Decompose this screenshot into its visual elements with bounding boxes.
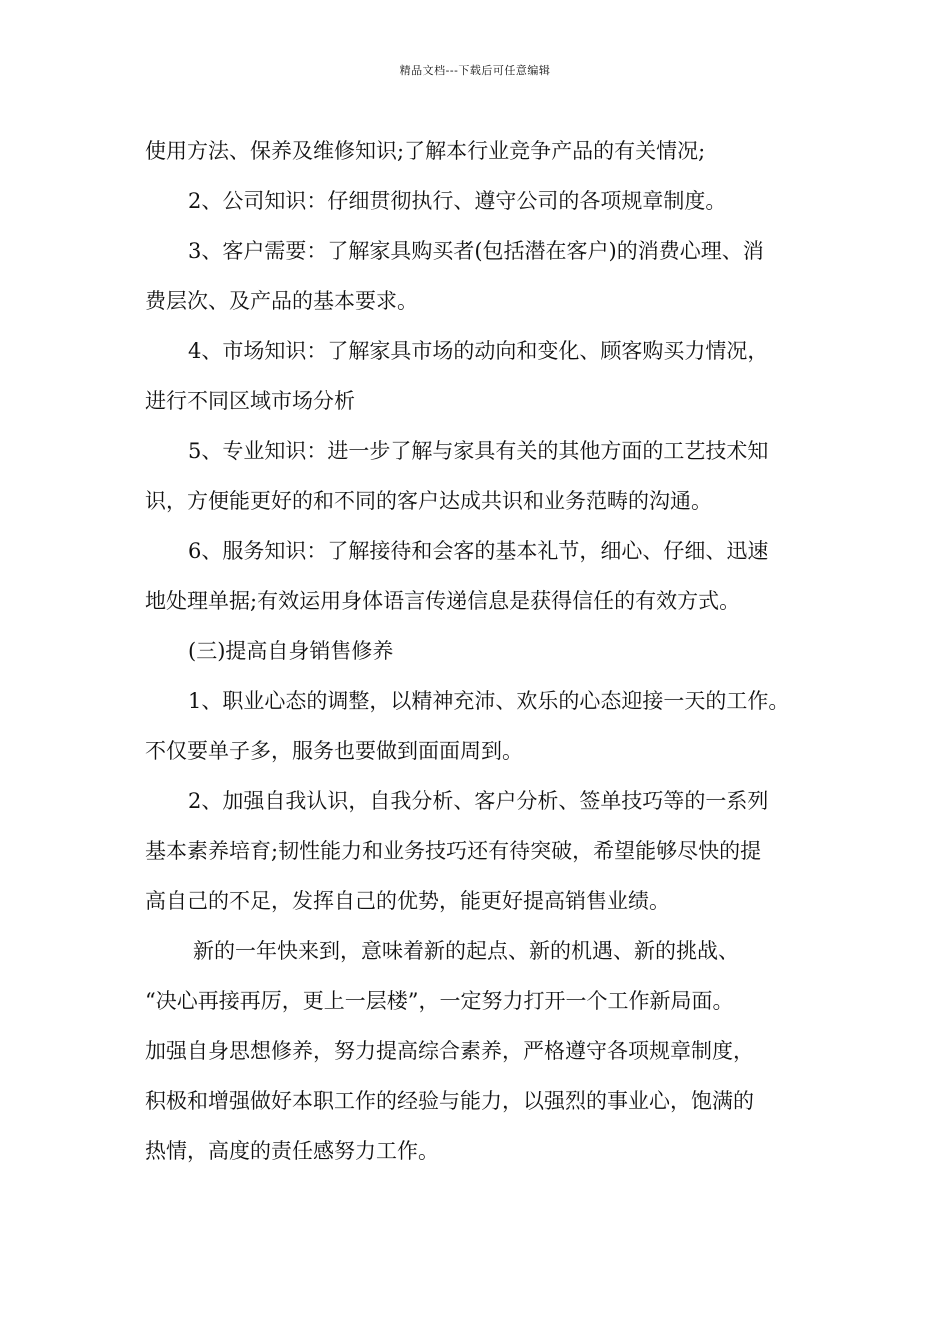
paragraph-line: 加强自身思想修养，努力提高综合素养，严格遵守各项规章制度，: [145, 1039, 754, 1063]
paragraph-line: 不仅要单子多，服务也要做到面面周到。: [145, 739, 523, 763]
paragraph-line: 使用方法、保养及维修知识;了解本行业竞争产品的有关情况;: [145, 139, 706, 163]
paragraph-line: 4、市场知识：了解家具市场的动向和变化、顾客购买力情况，: [188, 339, 769, 363]
paragraph-line: 5、专业知识：进一步了解与家具有关的其他方面的工艺技术知: [188, 439, 769, 463]
paragraph-line: 进行不同区域市场分析: [145, 389, 355, 413]
paragraph-line: 3、客户需要：了解家具购买者(包括潜在客户)的消费心理、消: [188, 239, 764, 263]
paragraph-line: 热情，高度的责任感努力工作。: [145, 1139, 439, 1163]
paragraph-line: 新的一年快来到，意味着新的起点、新的机遇、新的挑战、: [193, 939, 739, 963]
paragraph-line: 1、职业心态的调整，以精神充沛、欢乐的心态迎接一天的工作。: [188, 689, 790, 713]
section-heading: (三)提高自身销售修养: [188, 639, 394, 663]
paragraph-line: 费层次、及产品的基本要求。: [145, 289, 418, 313]
paragraph-line: 积极和增强做好本职工作的经验与能力，以强烈的事业心，饱满的: [145, 1089, 754, 1113]
paragraph-line: 高自己的不足，发挥自己的优势，能更好提高销售业绩。: [145, 889, 670, 913]
paragraph-line: 2、加强自我认识，自我分析、客户分析、签单技巧等的一系列: [188, 789, 769, 813]
paragraph-line: “决心再接再厉，更上一层楼”，一定努力打开一个工作新局面。: [145, 989, 734, 1013]
paragraph-line: 地处理单据;有效运用身体语言传递信息是获得信任的有效方式。: [145, 589, 741, 613]
page-header: 精品文档---下载后可任意编辑: [399, 64, 551, 77]
paragraph-line: 基本素养培育;韧性能力和业务技巧还有待突破，希望能够尽快的提: [145, 839, 762, 863]
paragraph-line: 识，方便能更好的和不同的客户达成共识和业务范畴的沟通。: [145, 489, 712, 513]
paragraph-line: 2、公司知识：仔细贯彻执行、遵守公司的各项规章制度。: [188, 189, 727, 213]
paragraph-line: 6、服务知识：了解接待和会客的基本礼节，细心、仔细、迅速: [188, 539, 769, 563]
document-body: [145, 133, 815, 1183]
